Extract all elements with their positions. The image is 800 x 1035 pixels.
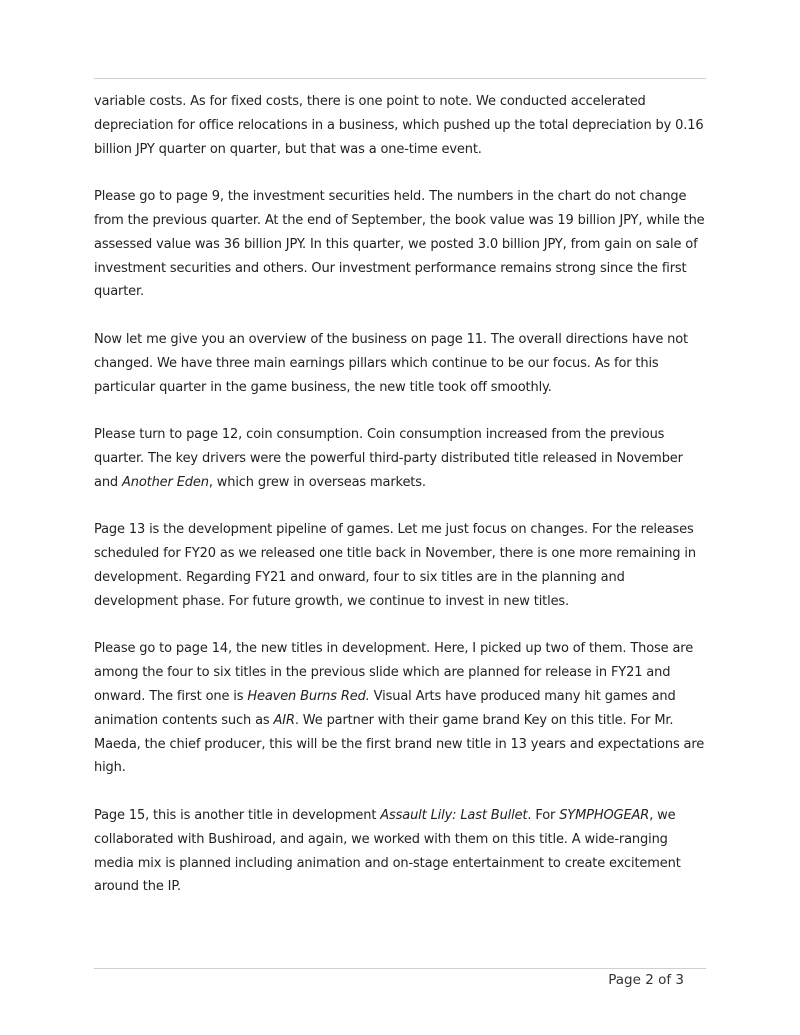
paragraph: [94, 90, 710, 161]
paragraph: [94, 804, 710, 899]
text-segment: Now let me give you an overview of the business on page 11. The overall directions have not changed. We have three main earnings pillars which continue to be our focus. As for this particular quarter in the game business, the new title took off smoothly.: [94, 331, 688, 395]
text-segment: , we collaborated with Bushiroad, and again, we worked with them on this title. A wide-ranging media mix is planned including animation and on-stage entertainment to create excitement around the IP.: [94, 807, 681, 895]
text-segment: Page 13 is the development pipeline of games. Let me just focus on changes. For the releases scheduled for FY20 as we released one title back in November, there is one more remaining in development. Regarding FY21 and onward, four to six titles are in the planning and development phase. For future growth, we continue to invest in new titles.: [94, 522, 696, 609]
text-segment: Page 15, this is another title in development: [94, 807, 381, 823]
paragraph: [94, 637, 710, 780]
footer-divider: [94, 968, 706, 969]
paragraph: [94, 518, 710, 613]
text-segment: , which grew in overseas markets.: [208, 474, 426, 490]
paragraph: [94, 328, 710, 399]
document-body: [94, 90, 710, 923]
italic-title: AIR: [273, 712, 295, 728]
text-segment: Please go to page 14, the new titles in development. Here, I picked up two of them. Those are among the four to six titles in the previous slide which are planned for release in FY21 and onward. The first one is: [94, 641, 694, 704]
text-segment: variable costs. As for fixed costs, there is one point to note. We conducted accelerated depreciation for office relocations in a business, which pushed up the total depreciation by 0.16 billion JPY quarter on quarter, but that was a one-time event.: [94, 94, 704, 157]
text-segment: . We partner with their game brand Key on this title. For Mr. Maeda, the chief producer, this will be the first brand new title in 13 years and expectations are high.: [94, 712, 705, 776]
text-segment: Please turn to page 12, coin consumption. Coin consumption increased from the previous quarter. The key drivers were the powerful third-party distributed title released in November and: [94, 427, 683, 490]
italic-title: Assault Lily: Last Bullet: [380, 807, 528, 823]
italic-title: Heaven Burns Red.: [247, 688, 370, 704]
text-segment: Visual Arts have produced many hit games and animation contents such as: [94, 688, 676, 728]
text-segment: Please go to page 9, the investment securities held. The numbers in the chart do not change from the previous quarter. At the end of September, the book value was 19 billion JPY, while the assessed value was 36 billion JPY. In this quarter, we posted 3.0 billion JPY, from gain on sale of investment securities and others. Our investment performance remains strong since the first quarter.: [94, 189, 705, 300]
page-number: Page 2 of 3: [608, 972, 684, 988]
italic-title: Another Eden: [122, 474, 209, 490]
header-divider: [94, 78, 706, 79]
paragraph: [94, 185, 710, 304]
paragraph: [94, 423, 710, 494]
italic-title: SYMPHOGEAR: [559, 807, 650, 823]
text-segment: . For: [527, 807, 560, 823]
